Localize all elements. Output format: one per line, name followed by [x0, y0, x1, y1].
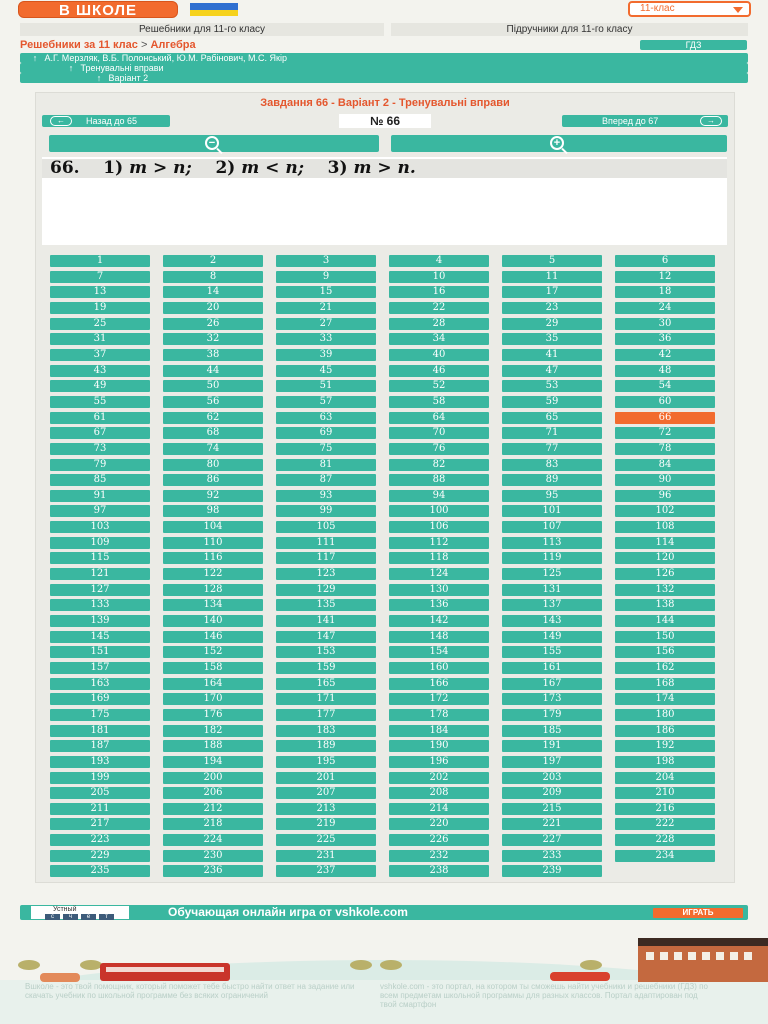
task-number-button[interactable]: 27 — [276, 318, 376, 330]
task-number-button[interactable]: 192 — [615, 740, 715, 752]
task-number-button[interactable]: 11 — [502, 271, 602, 283]
task-number-button[interactable]: 80 — [163, 459, 263, 471]
task-number-button[interactable]: 156 — [615, 646, 715, 658]
task-number-button[interactable]: 174 — [615, 693, 715, 705]
breadcrumb-solutions-link[interactable]: Решебники за 11 клас — [20, 39, 138, 51]
task-number-button[interactable]: 164 — [163, 678, 263, 690]
tree-icon — [350, 960, 372, 970]
footer-text-right: vshkole.com - это портал, на котором ты сможешь найти учебники и решебники (ГДЗ) по всем предметам школьной программы для разных классов. Портал адаптирован под твой смартфон — [380, 982, 708, 1009]
task-number-button[interactable]: 212 — [163, 803, 263, 815]
bus-icon — [100, 963, 230, 981]
task-number-button[interactable]: 13 — [50, 286, 150, 298]
nav-row-authors-label: А.Г. Мерзляк, В.Б. Полонський, Ю.М. Рабінович, М.С. Якір — [44, 53, 287, 63]
task-number-button[interactable]: 234 — [615, 850, 715, 862]
task-number-button[interactable]: 5 — [502, 255, 602, 267]
ukraine-flag-icon — [190, 3, 238, 16]
task-number-button[interactable]: 72 — [615, 427, 715, 439]
task-number-button[interactable]: 140 — [163, 615, 263, 627]
task-number-button[interactable]: 108 — [615, 521, 715, 533]
task-number-button[interactable]: 184 — [389, 725, 489, 737]
task-number-button[interactable]: 100 — [389, 505, 489, 517]
task-number-button[interactable]: 19 — [50, 302, 150, 314]
task-number-button[interactable]: 194 — [163, 756, 263, 768]
task-number-button[interactable]: 93 — [276, 490, 376, 502]
task-number-button[interactable]: 188 — [163, 740, 263, 752]
task-number-button[interactable]: 50 — [163, 380, 263, 392]
task-number-button[interactable]: 196 — [389, 756, 489, 768]
task-number-button[interactable]: 15 — [276, 286, 376, 298]
task-number-button[interactable]: 145 — [50, 631, 150, 643]
task-number-button[interactable]: 134 — [163, 599, 263, 611]
task-number-button[interactable]: 33 — [276, 333, 376, 345]
task-number-button[interactable]: 47 — [502, 365, 602, 377]
next-task-button[interactable] — [562, 115, 728, 127]
task-number-button[interactable]: 193 — [50, 756, 150, 768]
task-number-button[interactable]: 202 — [389, 772, 489, 784]
task-number-button[interactable]: 9 — [276, 271, 376, 283]
house-icon — [638, 944, 768, 982]
task-number-button[interactable]: 49 — [50, 380, 150, 392]
task-number-button[interactable]: 57 — [276, 396, 376, 408]
task-number-button[interactable]: 115 — [50, 552, 150, 564]
task-number-button[interactable]: 23 — [502, 302, 602, 314]
task-number-button[interactable]: 54 — [615, 380, 715, 392]
breadcrumb — [20, 39, 196, 51]
task-number-button[interactable]: 97 — [50, 505, 150, 517]
task-number-button[interactable]: 132 — [615, 584, 715, 596]
zoom-in-icon: + — [550, 136, 564, 150]
car-icon — [40, 973, 80, 982]
task-number-button[interactable]: 180 — [615, 709, 715, 721]
task-number-button[interactable]: 207 — [276, 787, 376, 799]
task-number-button[interactable]: 70 — [389, 427, 489, 439]
task-number-button[interactable]: 106 — [389, 521, 489, 533]
task-number-button[interactable]: 147 — [276, 631, 376, 643]
next-task-label: Вперед до 67 — [602, 116, 659, 126]
task-number-button[interactable]: 233 — [502, 850, 602, 862]
task-number-button[interactable]: 120 — [615, 552, 715, 564]
task-number-button[interactable]: 143 — [502, 615, 602, 627]
game-logo: Устный с ч е т — [30, 905, 130, 920]
task-number-button[interactable]: 168 — [615, 678, 715, 690]
task-number-button[interactable]: 37 — [50, 349, 150, 361]
task-number-button[interactable]: 4 — [389, 255, 489, 267]
task-number-button[interactable]: 110 — [163, 537, 263, 549]
task-number-button[interactable]: 51 — [276, 380, 376, 392]
task-number-button[interactable]: 107 — [502, 521, 602, 533]
task-number-button[interactable]: 6 — [615, 255, 715, 267]
task-title: Завдання 66 - Варіант 2 - Тренувальні вправи — [260, 97, 510, 109]
task-number-button[interactable]: 81 — [276, 459, 376, 471]
task-number-button[interactable]: 60 — [615, 396, 715, 408]
task-number-button[interactable]: 121 — [50, 568, 150, 580]
task-number-button[interactable]: 85 — [50, 474, 150, 486]
tab-solutions[interactable]: Решебники для 11-го класу — [20, 23, 384, 36]
task-number-button[interactable]: 103 — [50, 521, 150, 533]
task-number-button[interactable]: 67 — [50, 427, 150, 439]
task-number-button[interactable]: 149 — [502, 631, 602, 643]
task-number-button[interactable]: 55 — [50, 396, 150, 408]
task-number-button[interactable]: 171 — [276, 693, 376, 705]
task-number-button[interactable]: 116 — [163, 552, 263, 564]
task-number-button[interactable]: 126 — [615, 568, 715, 580]
task-number-button[interactable]: 78 — [615, 443, 715, 455]
task-number-button[interactable]: 157 — [50, 662, 150, 674]
task-number-button[interactable]: 41 — [502, 349, 602, 361]
task-number-button[interactable]: 46 — [389, 365, 489, 377]
task-number-button[interactable]: 82 — [389, 459, 489, 471]
task-number-button[interactable]: 227 — [502, 834, 602, 846]
task-number-button[interactable]: 62 — [163, 412, 263, 424]
task-number-button[interactable]: 133 — [50, 599, 150, 611]
task-number-button[interactable]: 224 — [163, 834, 263, 846]
task-number-button[interactable]: 179 — [502, 709, 602, 721]
task-number-button[interactable]: 17 — [502, 286, 602, 298]
task-number-button[interactable]: 101 — [502, 505, 602, 517]
task-number-button[interactable]: 21 — [276, 302, 376, 314]
task-number-button[interactable]: 144 — [615, 615, 715, 627]
task-image-area — [42, 157, 727, 245]
task-number-button[interactable]: 34 — [389, 333, 489, 345]
task-number-button[interactable]: 214 — [389, 803, 489, 815]
task-number-button[interactable]: 63 — [276, 412, 376, 424]
task-number-button[interactable]: 235 — [50, 865, 150, 877]
task-number-button[interactable]: 122 — [163, 568, 263, 580]
nav-row-exercises-label: Тренувальні вправи — [80, 63, 164, 73]
task-number-button[interactable]: 77 — [502, 443, 602, 455]
task-number-button[interactable]: 56 — [163, 396, 263, 408]
tree-icon — [580, 960, 602, 970]
task-number-button[interactable]: 7 — [50, 271, 150, 283]
task-number-button[interactable]: 30 — [615, 318, 715, 330]
task-number-button[interactable]: 87 — [276, 474, 376, 486]
task-number-button[interactable]: 95 — [502, 490, 602, 502]
task-number-button[interactable]: 210 — [615, 787, 715, 799]
zoom-in-button[interactable] — [391, 135, 727, 152]
game-banner[interactable] — [20, 905, 748, 920]
task-number-button[interactable]: 182 — [163, 725, 263, 737]
breadcrumb-separator: > — [140, 39, 148, 51]
task-number-button[interactable]: 38 — [163, 349, 263, 361]
task-number-button[interactable]: 96 — [615, 490, 715, 502]
task-number-button[interactable]: 155 — [502, 646, 602, 658]
gdz-button[interactable]: ГДЗ — [640, 40, 747, 50]
task-number-button[interactable]: 178 — [389, 709, 489, 721]
task-number-button[interactable]: 104 — [163, 521, 263, 533]
task-number-button[interactable]: 172 — [389, 693, 489, 705]
task-number-button[interactable]: 40 — [389, 349, 489, 361]
task-number-button[interactable]: 73 — [50, 443, 150, 455]
footer — [0, 930, 768, 1024]
task-number-button[interactable]: 220 — [389, 818, 489, 830]
tab-textbooks[interactable]: Підручники для 11-го класу — [391, 23, 748, 36]
task-number-button[interactable]: 109 — [50, 537, 150, 549]
task-number-button[interactable]: 236 — [163, 865, 263, 877]
task-number-button[interactable]: 213 — [276, 803, 376, 815]
task-number-button[interactable]: 18 — [615, 286, 715, 298]
task-number-button[interactable]: 90 — [615, 474, 715, 486]
task-number-button[interactable]: 154 — [389, 646, 489, 658]
tree-icon — [18, 960, 40, 970]
task-number-button[interactable]: 10 — [389, 271, 489, 283]
task-number-button[interactable]: 219 — [276, 818, 376, 830]
task-number-button[interactable]: 94 — [389, 490, 489, 502]
nav-row-authors[interactable] — [20, 53, 748, 63]
task-number-button[interactable]: 211 — [50, 803, 150, 815]
task-number-button[interactable]: 218 — [163, 818, 263, 830]
task-number-button[interactable]: 39 — [276, 349, 376, 361]
task-number-button[interactable]: 170 — [163, 693, 263, 705]
class-select[interactable] — [628, 1, 751, 17]
task-number-button[interactable]: 138 — [615, 599, 715, 611]
task-number-button[interactable]: 98 — [163, 505, 263, 517]
arrow-right-icon: → — [700, 116, 722, 126]
task-number-button[interactable]: 162 — [615, 662, 715, 674]
task-number-button[interactable]: 151 — [50, 646, 150, 658]
task-number: № 66 — [339, 114, 431, 128]
task-number-button[interactable]: 177 — [276, 709, 376, 721]
task-number-button[interactable]: 187 — [50, 740, 150, 752]
task-number-button[interactable]: 200 — [163, 772, 263, 784]
task-number-button[interactable]: 128 — [163, 584, 263, 596]
task-number-button[interactable]: 29 — [502, 318, 602, 330]
task-number-button[interactable]: 1 — [50, 255, 150, 267]
task-number-button[interactable]: 31 — [50, 333, 150, 345]
task-panel — [35, 92, 735, 883]
task-number-button[interactable]: 150 — [615, 631, 715, 643]
task-number-button[interactable]: 185 — [502, 725, 602, 737]
task-number-button[interactable]: 44 — [163, 365, 263, 377]
task-number-button[interactable]: 159 — [276, 662, 376, 674]
car-icon — [550, 972, 610, 981]
task-number-button[interactable]: 175 — [50, 709, 150, 721]
task-number-button[interactable]: 65 — [502, 412, 602, 424]
task-number-button[interactable]: 190 — [389, 740, 489, 752]
task-number-button[interactable]: 195 — [276, 756, 376, 768]
up-arrow-icon: ↑ — [96, 73, 102, 83]
task-number-button[interactable]: 125 — [502, 568, 602, 580]
nav-row-variant[interactable] — [20, 73, 748, 83]
prev-task-button[interactable] — [42, 115, 170, 127]
nav-row-variant-label: Варіант 2 — [108, 73, 149, 83]
task-number-button[interactable]: 76 — [389, 443, 489, 455]
task-number-button[interactable]: 127 — [50, 584, 150, 596]
task-number-button[interactable]: 105 — [276, 521, 376, 533]
task-number-button[interactable]: 3 — [276, 255, 376, 267]
breadcrumb-algebra-link[interactable]: Алгебра — [150, 39, 196, 51]
task-number-button[interactable]: 160 — [389, 662, 489, 674]
task-number-button[interactable]: 232 — [389, 850, 489, 862]
task-number-button[interactable]: 35 — [502, 333, 602, 345]
task-number-button[interactable]: 123 — [276, 568, 376, 580]
task-number-button[interactable]: 22 — [389, 302, 489, 314]
task-number-button[interactable]: 88 — [389, 474, 489, 486]
task-number-button[interactable]: 52 — [389, 380, 489, 392]
zoom-out-button[interactable] — [49, 135, 379, 152]
task-number-button[interactable]: 102 — [615, 505, 715, 517]
task-number-button[interactable]: 199 — [50, 772, 150, 784]
up-arrow-icon: ↑ — [68, 63, 74, 73]
task-number-button[interactable]: 152 — [163, 646, 263, 658]
task-number-button[interactable]: 99 — [276, 505, 376, 517]
task-number-button[interactable]: 217 — [50, 818, 150, 830]
task-number-button[interactable]: 114 — [615, 537, 715, 549]
task-number-button[interactable]: 176 — [163, 709, 263, 721]
header — [0, 0, 768, 20]
task-number-button[interactable]: 136 — [389, 599, 489, 611]
task-number-button[interactable]: 83 — [502, 459, 602, 471]
tree-icon — [80, 960, 102, 970]
task-number-button[interactable]: 12 — [615, 271, 715, 283]
task-text: 66. 1) m > n; 2) m < n; 3) m > n. — [42, 159, 727, 178]
task-number-button[interactable]: 84 — [615, 459, 715, 471]
task-number-button[interactable]: 16 — [389, 286, 489, 298]
task-number-button[interactable]: 14 — [163, 286, 263, 298]
task-number-button[interactable]: 226 — [389, 834, 489, 846]
task-number-button[interactable]: 28 — [389, 318, 489, 330]
task-number-button[interactable]: 69 — [276, 427, 376, 439]
task-number-button[interactable]: 58 — [389, 396, 489, 408]
task-number-button[interactable]: 237 — [276, 865, 376, 877]
task-number-button[interactable]: 189 — [276, 740, 376, 752]
task-number-button[interactable]: 74 — [163, 443, 263, 455]
task-number-button[interactable]: 169 — [50, 693, 150, 705]
task-number-button[interactable]: 59 — [502, 396, 602, 408]
zoom-out-icon: − — [205, 136, 219, 150]
class-select-value: 11-клас — [640, 3, 675, 14]
task-number-button[interactable]: 61 — [50, 412, 150, 424]
task-number-button[interactable]: 142 — [389, 615, 489, 627]
task-number-button[interactable]: 32 — [163, 333, 263, 345]
task-number-button[interactable]: 222 — [615, 818, 715, 830]
task-number-button[interactable]: 75 — [276, 443, 376, 455]
task-number-button[interactable]: 221 — [502, 818, 602, 830]
play-button[interactable]: ИГРАТЬ — [653, 908, 743, 918]
task-number-button[interactable]: 117 — [276, 552, 376, 564]
task-number-button[interactable]: 79 — [50, 459, 150, 471]
game-promo-text: Обучающая онлайн игра от vshkole.com — [168, 905, 408, 919]
task-number-button[interactable]: 53 — [502, 380, 602, 392]
task-number-button[interactable]: 225 — [276, 834, 376, 846]
up-arrow-icon: ↑ — [32, 53, 38, 63]
task-number-button[interactable]: 198 — [615, 756, 715, 768]
task-number-button[interactable]: 146 — [163, 631, 263, 643]
task-number-button[interactable]: 186 — [615, 725, 715, 737]
task-number-button[interactable]: 129 — [276, 584, 376, 596]
task-number-button[interactable]: 238 — [389, 865, 489, 877]
game-keys: с ч е т — [45, 913, 117, 920]
task-number-button[interactable]: 231 — [276, 850, 376, 862]
task-number-button[interactable]: 112 — [389, 537, 489, 549]
task-number-button[interactable]: 239 — [502, 865, 602, 877]
task-number-button[interactable]: 43 — [50, 365, 150, 377]
task-number-button[interactable]: 183 — [276, 725, 376, 737]
task-number-button[interactable]: 135 — [276, 599, 376, 611]
task-number-button[interactable]: 197 — [502, 756, 602, 768]
task-number-button[interactable]: 165 — [276, 678, 376, 690]
task-number-button[interactable]: 223 — [50, 834, 150, 846]
task-number-button[interactable]: 230 — [163, 850, 263, 862]
task-number-button[interactable]: 130 — [389, 584, 489, 596]
task-number-button[interactable]: 208 — [389, 787, 489, 799]
task-number-button[interactable]: 111 — [276, 537, 376, 549]
task-number-button[interactable]: 167 — [502, 678, 602, 690]
task-number-button[interactable]: 229 — [50, 850, 150, 862]
task-number-button[interactable]: 204 — [615, 772, 715, 784]
prev-task-label: Назад до 65 — [86, 116, 138, 126]
task-number-button[interactable]: 25 — [50, 318, 150, 330]
task-number-button[interactable]: 216 — [615, 803, 715, 815]
task-number-button[interactable]: 137 — [502, 599, 602, 611]
task-number-button[interactable]: 26 — [163, 318, 263, 330]
task-number-button[interactable]: 64 — [389, 412, 489, 424]
task-number-button[interactable]: 42 — [615, 349, 715, 361]
task-number-button[interactable]: 118 — [389, 552, 489, 564]
task-number-button[interactable]: 209 — [502, 787, 602, 799]
task-number-button[interactable]: 166 — [389, 678, 489, 690]
nav-row-exercises[interactable] — [20, 63, 748, 73]
task-number-button[interactable]: 20 — [163, 302, 263, 314]
task-number-button[interactable]: 181 — [50, 725, 150, 737]
tree-icon — [380, 960, 402, 970]
task-number-button[interactable]: 206 — [163, 787, 263, 799]
task-number-button[interactable]: 201 — [276, 772, 376, 784]
task-number-button[interactable]: 163 — [50, 678, 150, 690]
task-number-button[interactable]: 141 — [276, 615, 376, 627]
task-number-button[interactable]: 45 — [276, 365, 376, 377]
task-number-button[interactable]: 91 — [50, 490, 150, 502]
site-logo[interactable]: В ШКОЛЕ — [18, 1, 178, 18]
task-number-button[interactable]: 191 — [502, 740, 602, 752]
task-number-button[interactable]: 131 — [502, 584, 602, 596]
task-number-button[interactable]: 86 — [163, 474, 263, 486]
task-number-button[interactable]: 68 — [163, 427, 263, 439]
task-number-button[interactable]: 205 — [50, 787, 150, 799]
task-number-button[interactable]: 228 — [615, 834, 715, 846]
task-number-button[interactable]: 124 — [389, 568, 489, 580]
class-tabs — [20, 23, 748, 36]
task-number-button[interactable]: 113 — [502, 537, 602, 549]
task-number-button[interactable]: 24 — [615, 302, 715, 314]
task-number-button[interactable]: 36 — [615, 333, 715, 345]
task-number-button[interactable]: 215 — [502, 803, 602, 815]
task-number-button[interactable]: 139 — [50, 615, 150, 627]
task-number-button[interactable]: 119 — [502, 552, 602, 564]
footer-text-left: Вшколе - это твой помощник, который поможет тебе быстро найти ответ на задание или скачать учебник по школьной программе без всяких ограничений — [25, 982, 355, 1000]
task-number-button[interactable]: 48 — [615, 365, 715, 377]
arrow-left-icon: ← — [50, 116, 72, 126]
task-number-button[interactable]: 2 — [163, 255, 263, 267]
task-number-button[interactable]: 153 — [276, 646, 376, 658]
task-number-button[interactable]: 158 — [163, 662, 263, 674]
task-number-active[interactable]: 66 — [615, 412, 715, 424]
task-number-button[interactable]: 71 — [502, 427, 602, 439]
task-number-button[interactable]: 203 — [502, 772, 602, 784]
task-number-button[interactable]: 8 — [163, 271, 263, 283]
chevron-down-icon — [733, 7, 743, 13]
task-number-button[interactable]: 161 — [502, 662, 602, 674]
task-number-button[interactable]: 173 — [502, 693, 602, 705]
task-number-button[interactable]: 89 — [502, 474, 602, 486]
task-number-button[interactable]: 92 — [163, 490, 263, 502]
task-number-button[interactable]: 148 — [389, 631, 489, 643]
